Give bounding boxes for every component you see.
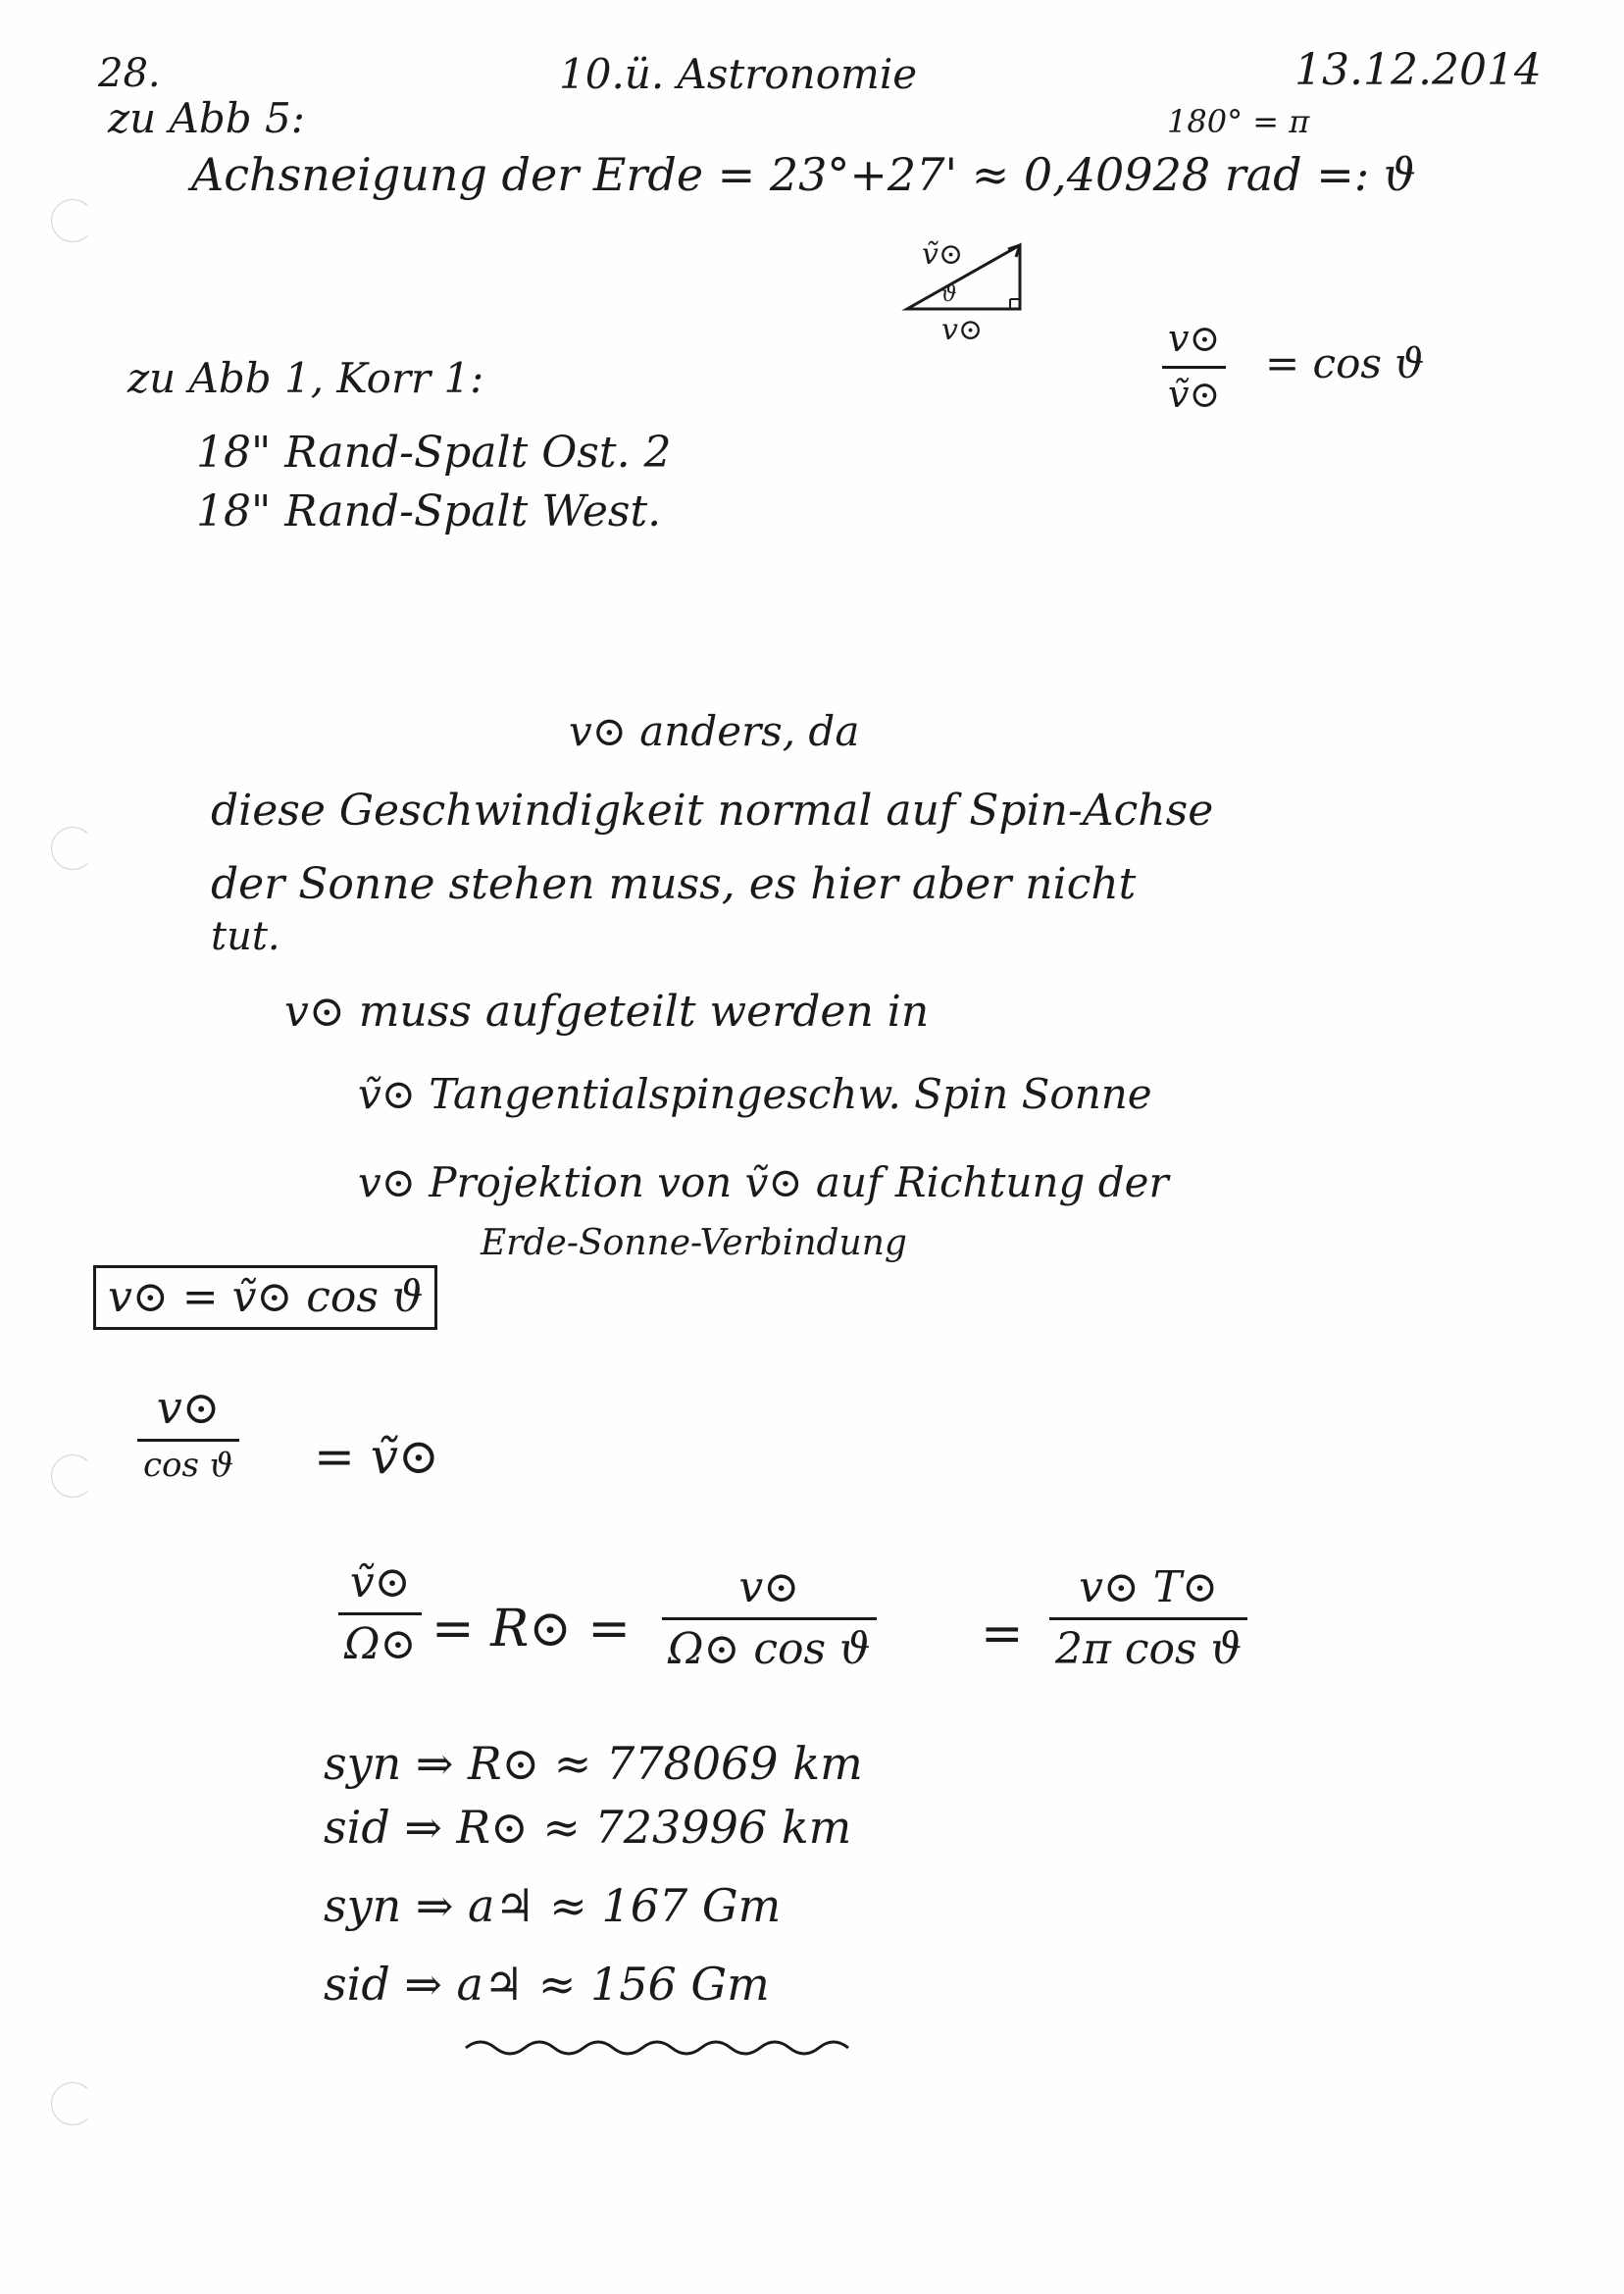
punch-hole <box>51 199 94 242</box>
fraction-bar <box>1049 1617 1247 1620</box>
eq3-f1-denominator: Ω⊙ <box>344 1619 417 1670</box>
boxed-key-equation: v⊙ = ṽ⊙ cos ϑ <box>93 1265 437 1330</box>
page-date: 13.12.2014 <box>1294 45 1542 95</box>
eq3-fraction-3 <box>1049 1564 1247 1674</box>
punch-hole <box>51 1454 94 1498</box>
punch-hole <box>51 827 94 870</box>
fraction-bar <box>662 1617 877 1620</box>
explanation-line-3: tut. <box>211 914 280 959</box>
explanation-intro: v⊙ anders, da <box>569 707 860 755</box>
split-item-projection: v⊙ Projektion von ṽ⊙ auf Richtung der <box>358 1158 1169 1206</box>
eq2-fraction <box>137 1383 239 1484</box>
page-subject: 10.ü. Astronomie <box>559 50 918 98</box>
punch-hole <box>51 2082 94 2125</box>
ratio-fraction <box>1162 319 1226 416</box>
degree-to-radian-note: 180° = π <box>1167 103 1310 140</box>
fraction-bar <box>137 1439 239 1442</box>
split-statement: v⊙ muss aufgeteilt werden in <box>284 987 930 1037</box>
split-item-projection-cont: Erde-Sonne-Verbindung <box>481 1223 907 1263</box>
eq3-middle: = R⊙ = <box>431 1600 631 1658</box>
ratio-denominator: ṽ⊙ <box>1168 372 1221 416</box>
fraction-bar <box>1162 366 1226 369</box>
eq3-fraction-2 <box>662 1564 877 1674</box>
explanation-line-2: der Sonne stehen muss, es hier aber nicht <box>211 859 1137 909</box>
triangle-base-label: v⊙ <box>941 313 984 347</box>
ratio-rhs: = cos ϑ <box>1265 339 1425 387</box>
axial-tilt-equation: Achsneigung der Erde = 23°+27' ≈ 0,40928 rad =: ϑ <box>191 148 1416 201</box>
eq3-f3-numerator: v⊙ T⊙ <box>1079 1562 1218 1612</box>
fig1-heading: zu Abb 1, Korr 1: <box>127 354 484 402</box>
ratio-numerator: v⊙ <box>1168 317 1221 360</box>
result-sidereal-jupiter: sid ⇒ a♃ ≈ 156 Gm <box>324 1958 770 2011</box>
eq2-denominator: cos ϑ <box>143 1445 234 1485</box>
eq3-f3-denominator: 2π cos ϑ <box>1055 1624 1243 1675</box>
fig5-heading: zu Abb 5: <box>108 94 305 142</box>
fig1-line-2: 18" Rand-Spalt West. <box>196 486 662 536</box>
eq3-f2-denominator: Ω⊙ cos ϑ <box>668 1624 871 1675</box>
wavy-underline <box>461 2030 853 2060</box>
result-synodic-jupiter: syn ⇒ a♃ ≈ 167 Gm <box>324 1879 782 1932</box>
explanation-line-1: diese Geschwindigkeit normal auf Spin-Achse <box>211 786 1214 836</box>
eq2-rhs: = ṽ⊙ <box>314 1428 439 1485</box>
eq2-numerator: v⊙ <box>156 1381 221 1434</box>
split-item-tangential: ṽ⊙ Tangentialspingeschw. Spin Sonne <box>358 1070 1152 1118</box>
eq3-fraction-1 <box>338 1559 422 1669</box>
eq3-f2-numerator: v⊙ <box>738 1562 800 1612</box>
eq3-equals: = <box>981 1605 1024 1663</box>
page-number: 28. <box>98 51 161 96</box>
triangle-hypotenuse-label: ṽ⊙ <box>922 237 964 272</box>
result-synodic-radius: syn ⇒ R⊙ ≈ 778069 km <box>324 1737 863 1790</box>
eq3-f1-numerator: ṽ⊙ <box>349 1557 411 1607</box>
result-sidereal-radius: sid ⇒ R⊙ ≈ 723996 km <box>324 1801 852 1854</box>
fraction-bar <box>338 1612 422 1615</box>
triangle-angle-label: ϑ <box>941 282 957 307</box>
fig1-line-1: 18" Rand-Spalt Ost. 2 <box>196 428 672 478</box>
